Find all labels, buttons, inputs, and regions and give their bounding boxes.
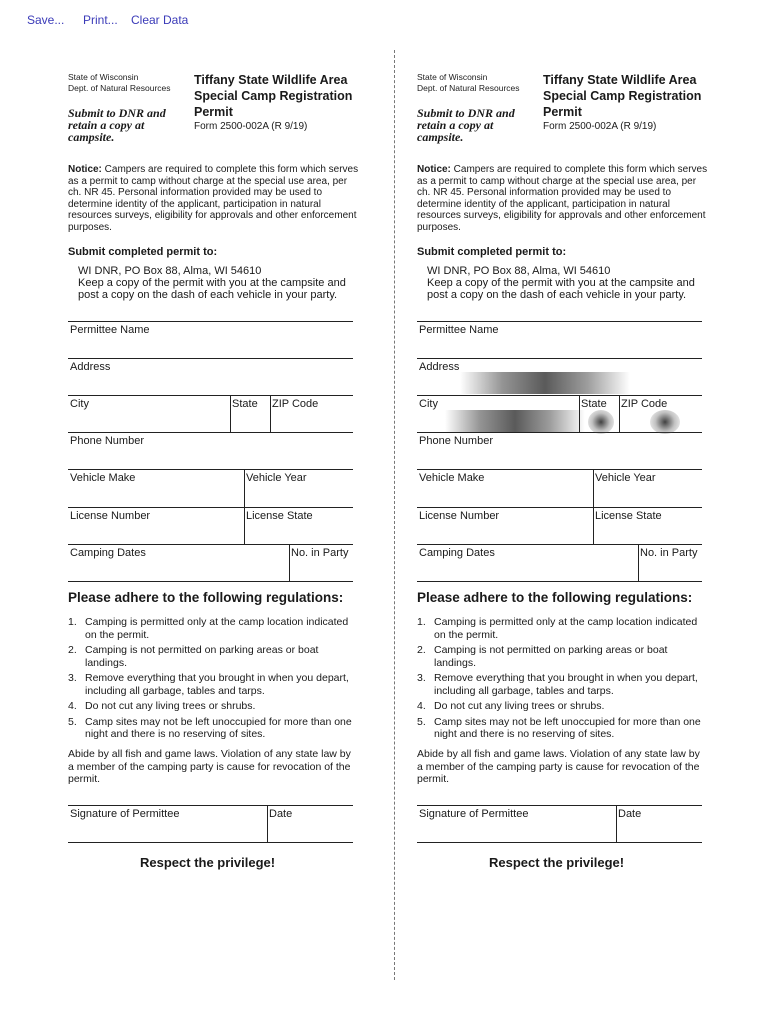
no-in-party-field[interactable]: [289, 544, 353, 581]
submit-address-block: [427, 265, 712, 301]
city-label: City: [419, 398, 438, 410]
regulation-item: 4. Do not cut any living trees or shrubs.: [417, 700, 605, 712]
phone-label: Phone Number: [70, 435, 144, 447]
regulation-item: 5. Camp sites may not be left unoccupied for more than one night and there is no reserving of sites.: [68, 715, 352, 740]
signature-field[interactable]: [417, 805, 616, 842]
license-number-field[interactable]: [417, 507, 593, 544]
notice-paragraph: [68, 164, 360, 233]
submit-instructions: Keep a copy of the permit with you at the campsite and post a copy on the dash of each vehicle in your party.: [427, 277, 695, 301]
no-in-party-label: No. in Party: [640, 547, 698, 559]
party-separator: [289, 544, 290, 581]
scan-smudge: [445, 410, 585, 432]
form-number: Form 2500-002A (R 9/19): [194, 121, 308, 132]
notice-label: Notice:: [68, 164, 102, 175]
form-title: Tiffany State Wildlife Area Special Camp Registration Permit: [543, 73, 702, 119]
submit-address: WI DNR, PO Box 88, Alma, WI 54610: [427, 265, 611, 277]
regulations-list: [68, 616, 358, 744]
license-state-field[interactable]: [593, 507, 702, 544]
form-title: Tiffany State Wildlife Area Special Camp Registration Permit: [194, 73, 353, 119]
state-zip-separator: [270, 395, 271, 432]
vehicle-year-field[interactable]: [244, 469, 353, 507]
permittee-name-label: Permittee Name: [419, 324, 499, 336]
signature-bottom-rule: [68, 842, 353, 843]
notice-paragraph: [417, 164, 709, 233]
signature-label: Signature of Permittee: [419, 808, 529, 820]
submit-address-block: [78, 265, 363, 301]
submit-heading: Submit completed permit to:: [417, 246, 567, 258]
regulation-item: 5. Camp sites may not be left unoccupied for more than one night and there is no reserving of sites.: [417, 715, 701, 740]
license-state-label: License State: [246, 510, 313, 522]
regulation-item: 2. Camping is not permitted on parking areas or boat landings.: [417, 644, 668, 669]
regulations-heading: Please adhere to the following regulations:: [68, 590, 344, 605]
submit-instructions: Keep a copy of the permit with you at the campsite and post a copy on the dash of each vehicle in your party.: [78, 277, 346, 301]
form-number: Form 2500-002A (R 9/19): [543, 121, 657, 132]
date-field[interactable]: [267, 805, 353, 842]
state-zip-separator: [619, 395, 620, 432]
abide-text: Abide by all fish and game laws. Violation of any state law by a member of the camping party is cause for revocation of the permit.: [68, 748, 351, 785]
regulation-item: 1. Camping is permitted only at the camp location indicated on the permit.: [68, 616, 349, 641]
fields-bottom-rule: [417, 581, 702, 582]
permittee-name-field[interactable]: [417, 321, 702, 358]
submit-heading: Submit completed permit to:: [68, 246, 218, 258]
vehicle-make-field[interactable]: [417, 469, 593, 507]
vehicle-year-field[interactable]: [593, 469, 702, 507]
license-state-label: License State: [595, 510, 662, 522]
no-in-party-label: No. in Party: [291, 547, 349, 559]
zip-label: ZIP Code: [272, 398, 319, 410]
notice-label: Notice:: [417, 164, 451, 175]
signature-bottom-rule: [417, 842, 702, 843]
notice-text: Campers are required to complete this form which serves as a permit to camp without charge at the special use area, per ch. NR 45. Personal information provided may be used to determine identity of the applicant, participation in natural resources surveys, eligibility for approvals and other enforcement purposes.: [417, 164, 708, 233]
party-separator: [638, 544, 639, 581]
signature-date-separator: [616, 805, 617, 842]
city-state-separator: [230, 395, 231, 432]
camping-dates-field[interactable]: [417, 544, 638, 581]
vehicle-make-label: Vehicle Make: [419, 472, 485, 484]
vehicle-year-label: Vehicle Year: [246, 472, 307, 484]
respect-slogan: Respect the privilege!: [140, 855, 276, 870]
fields-bottom-rule: [68, 581, 353, 582]
license-state-field[interactable]: [244, 507, 353, 544]
abide-text: Abide by all fish and game laws. Violation of any state law by a member of the camping party is cause for revocation of the permit.: [417, 748, 700, 785]
zip-field[interactable]: [270, 395, 353, 432]
agency-dept: Dept. of Natural Resources: [68, 83, 171, 93]
license-number-label: License Number: [419, 510, 500, 522]
regulation-item: 4. Do not cut any living trees or shrubs.: [68, 700, 256, 712]
regulations-heading: Please adhere to the following regulations:: [417, 590, 693, 605]
vehicle-year-label: Vehicle Year: [595, 472, 656, 484]
date-label: Date: [618, 808, 642, 820]
agency-dept: Dept. of Natural Resources: [417, 83, 520, 93]
scan-blot: [588, 410, 614, 434]
address-field[interactable]: [68, 358, 353, 395]
permit-copy-right: [417, 0, 717, 1024]
zip-label: ZIP Code: [621, 398, 668, 410]
notice-text: Campers are required to complete this form which serves as a permit to camp without charge at the special use area, per ch. NR 45. Personal information provided may be used to determine identity of the applicant, participation in natural resources surveys, eligibility for approvals and other enforcement purposes.: [68, 164, 359, 233]
camping-dates-label: Camping Dates: [419, 547, 495, 559]
vehicle-make-label: Vehicle Make: [70, 472, 136, 484]
save-button[interactable]: Save...: [27, 13, 65, 27]
regulation-item: 3. Remove everything that you brought in when you depart, including all garbage, tables and tarps.: [417, 672, 698, 697]
no-in-party-field[interactable]: [638, 544, 702, 581]
signature-date-separator: [267, 805, 268, 842]
agency-block: [417, 72, 542, 94]
address-label: Address: [70, 361, 111, 373]
permittee-name-field[interactable]: [68, 321, 353, 358]
signature-label: Signature of Permittee: [70, 808, 180, 820]
phone-field[interactable]: [68, 432, 353, 469]
city-label: City: [70, 398, 89, 410]
agency-state: State of Wisconsin: [68, 72, 139, 82]
regulation-item: 2. Camping is not permitted on parking areas or boat landings.: [68, 644, 319, 669]
cut-line-divider: [394, 50, 395, 980]
phone-field[interactable]: [417, 432, 702, 469]
clear-data-button[interactable]: Clear Data: [131, 13, 189, 27]
agency-block: [68, 72, 193, 94]
state-label: State: [581, 398, 607, 410]
permit-copy-left: [68, 0, 368, 1024]
regulation-item: 1. Camping is permitted only at the camp location indicated on the permit.: [417, 616, 698, 641]
submit-note: Submit to DNR and retain a copy at campsite.: [417, 106, 515, 144]
regulations-list: [417, 616, 707, 744]
submit-address: WI DNR, PO Box 88, Alma, WI 54610: [78, 265, 262, 277]
regulation-item: 3. Remove everything that you brought in when you depart, including all garbage, tables and tarps.: [68, 672, 349, 697]
signature-field[interactable]: [68, 805, 267, 842]
camping-dates-label: Camping Dates: [70, 547, 146, 559]
address-label: Address: [419, 361, 460, 373]
date-label: Date: [269, 808, 293, 820]
agency-state: State of Wisconsin: [417, 72, 488, 82]
state-field[interactable]: [230, 395, 270, 432]
scan-smudge: [460, 372, 630, 394]
print-button[interactable]: Print...: [83, 13, 118, 27]
vehicle-make-field[interactable]: [68, 469, 244, 507]
date-field[interactable]: [616, 805, 702, 842]
phone-label: Phone Number: [419, 435, 493, 447]
license-number-field[interactable]: [68, 507, 244, 544]
respect-slogan: Respect the privilege!: [489, 855, 625, 870]
permittee-name-label: Permittee Name: [70, 324, 150, 336]
license-number-label: License Number: [70, 510, 151, 522]
city-field[interactable]: [68, 395, 230, 432]
camping-dates-field[interactable]: [68, 544, 289, 581]
submit-note: Submit to DNR and retain a copy at campsite.: [68, 106, 166, 144]
state-label: State: [232, 398, 258, 410]
scan-blot: [650, 410, 680, 434]
